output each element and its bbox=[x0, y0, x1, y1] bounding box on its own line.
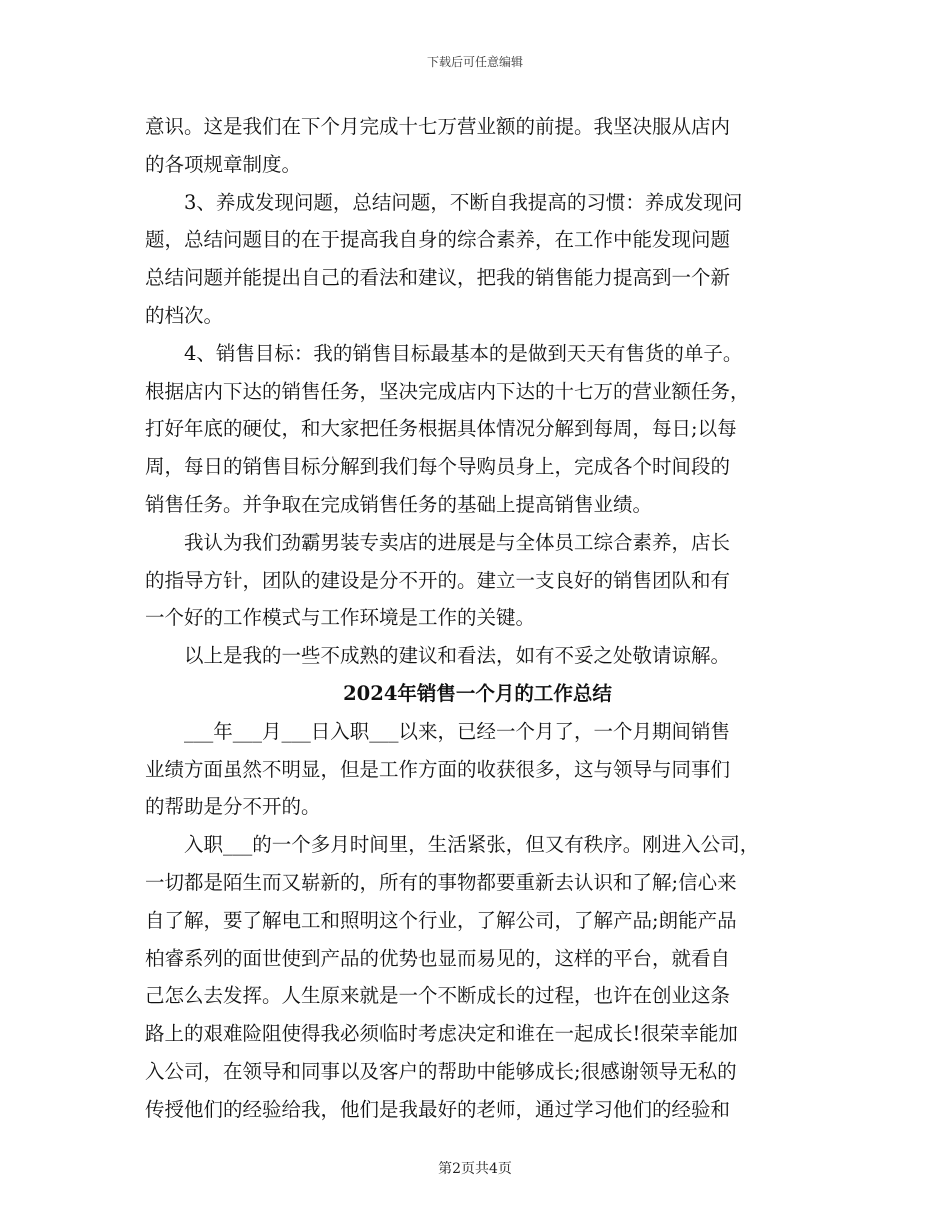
text-line: 一个好的工作模式与工作环境是工作的关键。 bbox=[145, 606, 536, 630]
text-line: 销售任务。并争取在完成销售任务的基础上提高销售业绩。 bbox=[145, 492, 653, 516]
text-line: 入公司，在领导和同事以及客户的帮助中能够成长;很感谢领导无私的 bbox=[145, 1059, 737, 1083]
text-line: 传授他们的经验给我，他们是我最好的老师，通过学习他们的经验和 bbox=[145, 1097, 731, 1121]
text-line: 自了解，要了解电工和照明这个行业，了解公司，了解产品;朗能产品 bbox=[145, 908, 737, 932]
text-line: 根据店内下达的销售任务，坚决完成店内下达的十七万的营业额任务， bbox=[145, 379, 750, 403]
text-line: 柏睿系列的面世使到产品的优势也显而易见的，这样的平台，就看自 bbox=[145, 946, 731, 970]
text-line: 周，每日的销售目标分解到我们每个导购员身上，完成各个时间段的 bbox=[145, 455, 731, 479]
section-title: 2024年销售一个月的工作总结 bbox=[343, 681, 612, 705]
text-line: 的指导方针，团队的建设是分不开的。建立一支良好的销售团队和有 bbox=[145, 568, 731, 592]
text-line: 业绩方面虽然不明显，但是工作方面的收获很多，这与领导与同事们 bbox=[145, 757, 731, 781]
text-line: 题，总结问题目的在于提高我自身的综合素养，在工作中能发现问题 bbox=[145, 228, 731, 252]
text-line: ___年___月___日入职___以来，已经一个月了，一个月期间销售 bbox=[145, 719, 731, 743]
text-line: 打好年底的硬仗，和大家把任务根据具体情况分解到每周，每日;以每 bbox=[145, 417, 737, 441]
text-line: 我认为我们劲霸男装专卖店的进展是与全体员工综合素养，店长 bbox=[145, 530, 731, 554]
text-line: 的各项规章制度。 bbox=[145, 152, 302, 176]
text-line: 4、销售目标：我的销售目标最基本的是做到天天有售货的单子。 bbox=[145, 341, 743, 365]
text-line: 以上是我的一些不成熟的建议和看法，如有不妥之处敬请谅解。 bbox=[145, 644, 731, 668]
text-line: 入职___的一个多月时间里，生活紧张，但又有秩序。刚进入公司， bbox=[145, 833, 760, 857]
text-line: 总结问题并能提出自己的看法和建议，把我的销售能力提高到一个新 bbox=[145, 266, 731, 290]
text-line: 路上的艰难险阻使得我必须临时考虑决定和谁在一起成长!很荣幸能加 bbox=[145, 1022, 738, 1046]
page-header-note: 下载后可任意编辑 bbox=[426, 55, 523, 69]
text-line: 意识。这是我们在下个月完成十七万营业额的前提。我坚决服从店内 bbox=[145, 115, 731, 138]
text-line: 一切都是陌生而又崭新的，所有的事物都要重新去认识和了解;信心来 bbox=[145, 870, 737, 894]
text-line: 3、养成发现问题，总结问题，不断自我提高的习惯：养成发现问 bbox=[145, 190, 743, 214]
text-line: 的档次。 bbox=[145, 303, 224, 327]
text-line: 己怎么去发挥。人生原来就是一个不断成长的过程，也许在创业这条 bbox=[145, 984, 731, 1008]
document-body bbox=[145, 108, 810, 1129]
page-number: 第2页共4页 bbox=[438, 1161, 512, 1177]
text-line: 的帮助是分不开的。 bbox=[145, 795, 321, 819]
